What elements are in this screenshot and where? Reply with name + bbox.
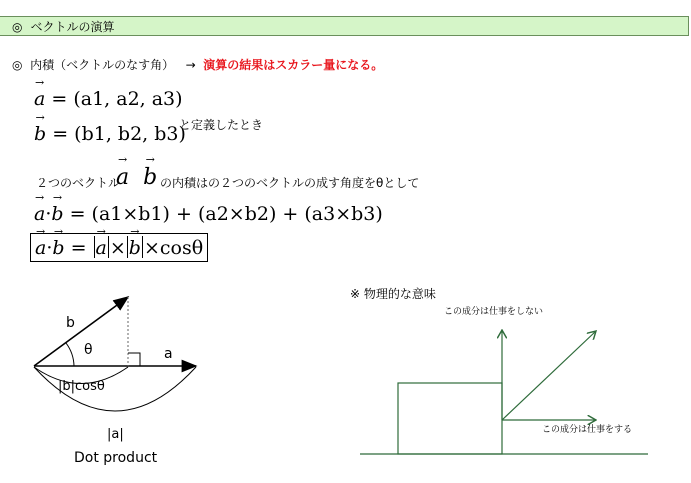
formula-cos: → a·→ b = → a ×→ b ×cosθ xyxy=(30,233,208,262)
angle-text-suffix: の内積はの２つのベクトルの成す角度をθとして xyxy=(160,176,420,190)
label-proj: |b|cosθ xyxy=(58,379,105,394)
physics-diagram xyxy=(350,286,648,454)
b-components: (b1, b2, b3) xyxy=(74,123,186,145)
section-title: ベクトルの演算 xyxy=(30,20,115,34)
cos-theta: cosθ xyxy=(159,237,204,259)
definition-a: → a = (a1, a2, a3) xyxy=(34,88,183,110)
vectors-a-b: → a → b xyxy=(116,165,157,190)
dot-product-diagram xyxy=(34,297,196,466)
angle-arc xyxy=(66,343,74,366)
diagram-caption: Dot product xyxy=(74,450,158,466)
formula-components-rhs: (a1×b1) + (a2×b2) + (a3×b3) xyxy=(91,203,383,225)
definition-note: と定義したとき xyxy=(179,118,264,132)
label-abs-a: |a| xyxy=(107,427,124,442)
arrow-icon: → xyxy=(185,58,196,72)
label-a: a xyxy=(164,346,173,362)
bullet-icon: ◎ xyxy=(12,20,23,34)
vector-b xyxy=(34,297,128,366)
result-note: 演算の結果はスカラー量になる。 xyxy=(203,58,384,72)
a-components: (a1, a2, a3) xyxy=(73,88,183,110)
angle-text-prefix: ２つのベクトル xyxy=(36,176,121,190)
definition-b: → b = (b1, b2, b3) xyxy=(34,123,186,145)
bullet-icon: ◎ xyxy=(12,58,23,72)
formula-components: → a·→ b = (a1×b1) + (a2×b2) + (a3×b3) xyxy=(34,203,383,225)
label-theta: θ xyxy=(84,342,93,358)
no-work-label: この成分は仕事をしない xyxy=(444,307,544,317)
block xyxy=(398,383,502,454)
physics-title: ※ 物理的な意味 xyxy=(350,287,436,301)
label-b: b xyxy=(66,315,75,331)
force-arrow xyxy=(502,331,596,420)
work-label: この成分は仕事をする xyxy=(542,425,633,435)
inner-product-label: 内積（ベクトルのなす角） xyxy=(30,58,175,72)
right-angle-mark xyxy=(128,353,140,366)
